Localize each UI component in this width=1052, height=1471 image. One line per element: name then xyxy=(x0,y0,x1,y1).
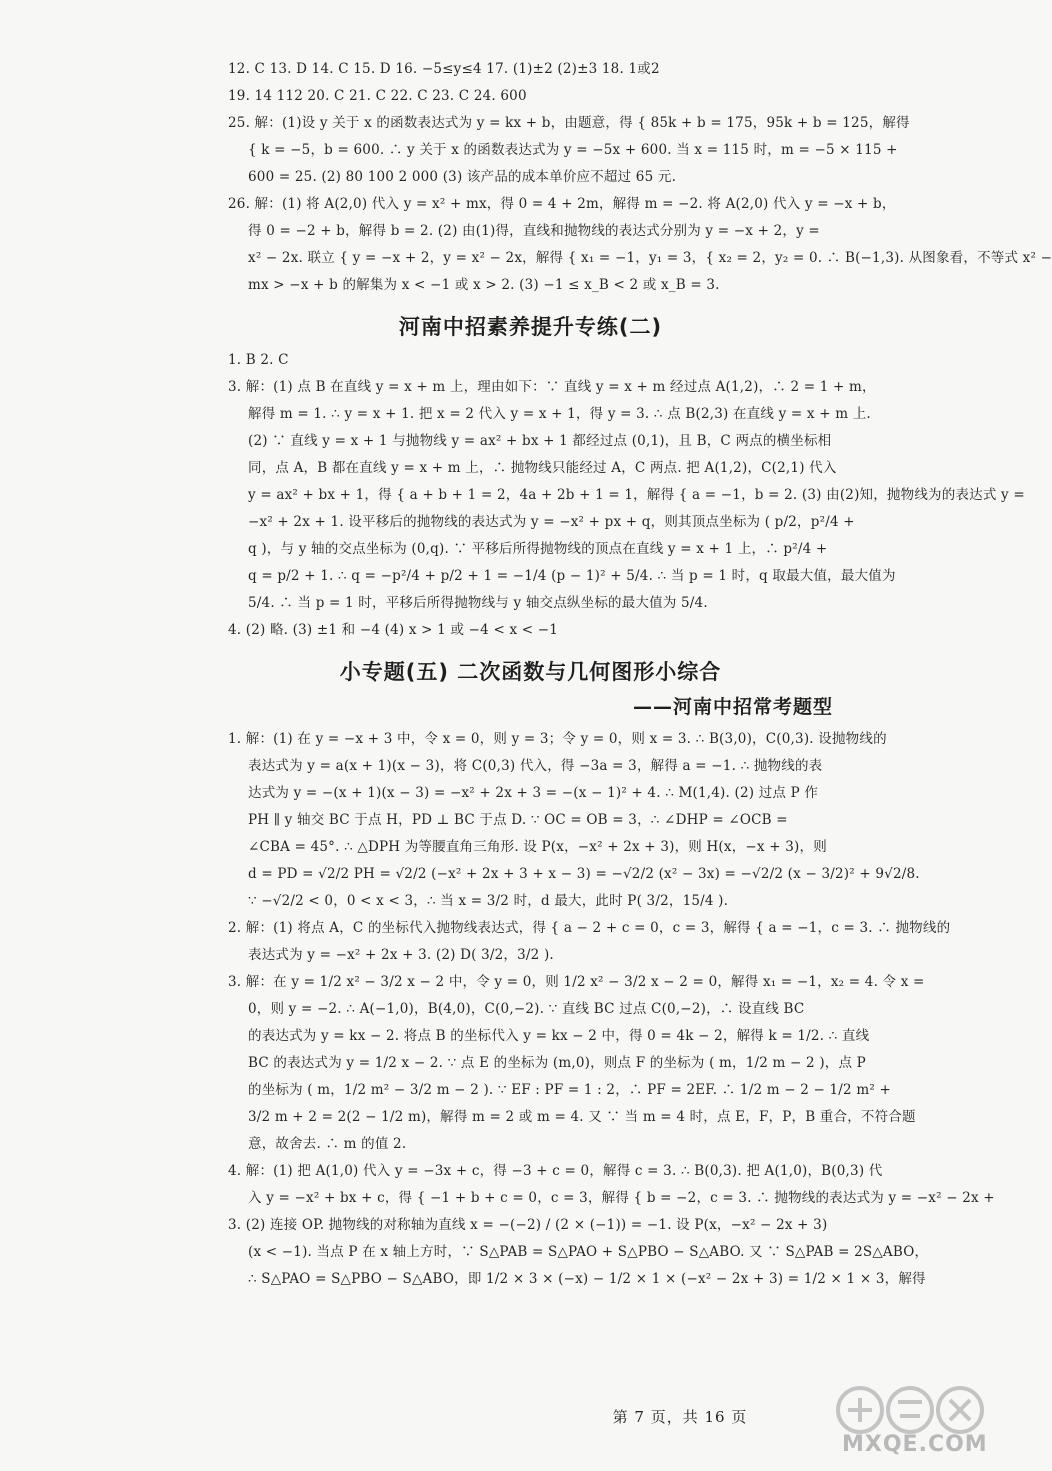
text-line: 1. 解：(1) 在 y = −x + 3 中，令 x = 0，则 y = 3；令 y = 0，则 x = 3. ∴ B(3,0)，C(0,3). 设抛物线的 xyxy=(228,731,887,747)
text-line: 4. 解：(1) 把 A(1,0) 代入 y = −3x + c，得 −3 + c = 0，解得 c = 3. ∴ B(0,3). 把 A(1,0)，B(0,3) 代 xyxy=(228,1163,883,1179)
text-line: 意，故舍去. ∴ m 的值 2. xyxy=(248,1136,407,1152)
text-line: 2. 解：(1) 将点 A，C 的坐标代入抛物线表达式，得 { a − 2 + c = 0，c = 3，解得 { a = −1，c = 3. ∴ 抛物线的 xyxy=(228,920,951,936)
text-line: 得 0 = −2 + b，解得 b = 2. (2) 由(1)得，直线和抛物线的表达式分别为 y = −x + 2，y = xyxy=(248,223,820,239)
text-line: 12. C 13. D 14. C 15. D 16. −5≤y≤4 17. (1)±2 (2)±3 18. 1或2 xyxy=(228,61,660,77)
text-line: 25. 解：(1)设 y 关于 x 的函数表达式为 y = kx + b，由题意，得 { 85k + b = 175，95k + b = 125，解得 xyxy=(228,115,910,131)
text-line: 的表达式为 y = kx − 2. 将点 B 的坐标代入 y = kx − 2 中，得 0 = 4k − 2，解得 k = 1/2. ∴ 直线 xyxy=(248,1028,870,1044)
watermark-text: MXQE.COM xyxy=(842,1432,988,1457)
text-line: 解得 m = 1. ∴ y = x + 1. 把 x = 2 代入 y = x + 1，得 y = 3. ∴ 点 B(2,3) 在直线 y = x + m 上. xyxy=(248,406,871,422)
text-line: 600 = 25. (2) 80 100 2 000 (3) 该产品的成本单价应不超过 65 元. xyxy=(248,169,677,185)
text-line: ∵ −√2/2 < 0，0 < x < 3，∴ 当 x = 3/2 时，d 最大，此时 P( 3/2，15/4 ). xyxy=(248,893,729,909)
text-line: 3. 解：在 y = 1/2 x² − 3/2 x − 2 中，令 y = 0，则 1/2 x² − 3/2 x − 2 = 0，解得 x₁ = −1，x₂ = 4. 令 x = xyxy=(228,974,925,990)
text-line: 3/2 m + 2 = 2(2 − 1/2 m)，解得 m = 2 或 m = 4. 又 ∵ 当 m = 4 时，点 E，F，P，B 重合，不符合题 xyxy=(248,1109,916,1125)
section-title: 河南中招素养提升专练(二) xyxy=(398,315,663,339)
text-line: x² − 2x. 联立 { y = −x + 2，y = x² − 2x，解得 { x₁ = −1，y₁ = 3，{ x₂ = 2，y₂ = 0. ∴ B(−1,3). 从图象看，不等式 x² − xyxy=(248,250,1052,266)
text-line: 达式为 y = −(x + 1)(x − 3) = −x² + 2x + 3 = −(x − 1)² + 4. ∴ M(1,4). (2) 过点 P 作 xyxy=(248,785,819,801)
text-line: ∴ S△PAO = S△PBO − S△ABO，即 1/2 × 3 × (−x) − 1/2 × 1 × (−x² − 2x + 3) = 1/2 × 1 × 3，解得 xyxy=(248,1271,926,1287)
text-line: 表达式为 y = −x² + 2x + 3. (2) D( 3/2，3/2 ). xyxy=(248,947,554,963)
page-footer: 第 7 页，共 16 页 xyxy=(612,1408,748,1426)
text-line: ∠CBA = 45°. ∴ △DPH 为等腰直角三角形. 设 P(x，−x² + 2x + 3)，则 H(x，−x + 3)，则 xyxy=(248,839,827,855)
text-line: 4. (2) 略. (3) ±1 和 −4 (4) x > 1 或 −4 < x < −1 xyxy=(228,622,559,638)
text-line: d = PD = √2/2 PH = √2/2 (−x² + 2x + 3 + x − 3) = −√2/2 (x² − 3x) = −√2/2 (x − 3/2)² + 9√2/8. xyxy=(248,866,920,882)
answer-content xyxy=(228,56,1052,1293)
text-line: −x² + 2x + 1. 设平移后的抛物线的表达式为 y = −x² + px + q，则其顶点坐标为 ( p/2，p²/4 + xyxy=(248,514,855,530)
text-line: 同，点 A，B 都在直线 y = x + m 上，∴ 抛物线只能经过 A，C 两点. 把 A(1,2)，C(2,1) 代入 xyxy=(248,460,837,476)
text-line: 3. 解：(1) 点 B 在直线 y = x + m 上，理由如下：∵ 直线 y = x + m 经过点 A(1,2)，∴ 2 = 1 + m， xyxy=(228,379,876,395)
text-line: q = p/2 + 1. ∴ q = −p²/4 + p/2 + 1 = −1/4 (p − 1)² + 5/4. ∴ 当 p = 1 时，q 取最大值，最大值为 xyxy=(248,568,896,584)
text-line: PH ∥ y 轴交 BC 于点 H，PD ⊥ BC 于点 D. ∵ OC = OB = 3，∴ ∠DHP = ∠OCB = xyxy=(248,812,788,828)
text-line: (2) ∵ 直线 y = x + 1 与抛物线 y = ax² + bx + 1 都经过点 (0,1)，且 B，C 两点的横坐标相 xyxy=(248,433,832,449)
section-subtitle: ——河南中招常考题型 xyxy=(632,696,833,718)
text-line: 19. 14 112 20. C 21. C 22. C 23. C 24. 600 xyxy=(228,88,527,104)
section-title: 小专题(五) 二次函数与几何图形小综合 xyxy=(339,660,722,684)
text-line: 1. B 2. C xyxy=(228,352,289,368)
text-line: mx > −x + b 的解集为 x < −1 或 x > 2. (3) −1 ≤ x_B < 2 或 x_B = 3. xyxy=(248,277,720,293)
text-line: q )，与 y 轴的交点坐标为 (0,q). ∵ 平移后所得抛物线的顶点在直线 y = x + 1 上，∴ p²/4 + xyxy=(248,541,828,557)
text-line: { k = −5，b = 600. ∴ y 关于 x 的函数表达式为 y = −5x + 600. 当 x = 115 时，m = −5 × 115 + xyxy=(248,142,898,158)
text-line: 26. 解：(1) 将 A(2,0) 代入 y = x² + mx，得 0 = 4 + 2m，解得 m = −2. 将 A(2,0) 代入 y = −x + b， xyxy=(228,196,896,212)
text-line: 0，则 y = −2. ∴ A(−1,0)，B(4,0)，C(0,−2). ∵ 直线 BC 过点 C(0,−2)，∴ 设直线 BC xyxy=(248,1001,805,1017)
text-line: (x < −1). 当点 P 在 x 轴上方时，∵ S△PAB = S△PAO + S△PBO − S△ABO. 又 ∵ S△PAB = 2S△ABO， xyxy=(248,1244,929,1260)
text-line: 5/4. ∴ 当 p = 1 时，平移后所得抛物线与 y 轴交点纵坐标的最大值为 5/4. xyxy=(248,595,708,611)
text-line: 表达式为 y = a(x + 1)(x − 3)，将 C(0,3) 代入，得 −3a = 3，解得 a = −1. ∴ 抛物线的表 xyxy=(248,758,823,774)
text-line: 的坐标为 ( m，1/2 m² − 3/2 m − 2 ). ∵ EF : PF = 1 : 2，∴ PF = 2EF. ∴ 1/2 m − 2 − 1/2 m² + xyxy=(248,1082,891,1098)
text-line: BC 的表达式为 y = 1/2 x − 2. ∵ 点 E 的坐标为 (m,0)，则点 F 的坐标为 ( m，1/2 m − 2 )，点 P xyxy=(248,1055,866,1071)
text-line: 入 y = −x² + bx + c，得 { −1 + b + c = 0，c = 3，解得 { b = −2，c = 3. ∴ 抛物线的表达式为 y = −x² − 2x + xyxy=(248,1190,995,1206)
section-gap xyxy=(228,299,833,307)
text-line: y = ax² + bx + 1，得 { a + b + 1 = 2，4a + 2b + 1 = 1，解得 { a = −1，b = 2. (3) 由(2)知，抛物线为的表达式 y = xyxy=(248,487,1025,503)
text-line: 3. (2) 连接 OP. 抛物线的对称轴为直线 x = −(−2) / (2 × (−1)) = −1. 设 P(x，−x² − 2x + 3) xyxy=(228,1217,828,1233)
section-gap xyxy=(228,644,833,652)
